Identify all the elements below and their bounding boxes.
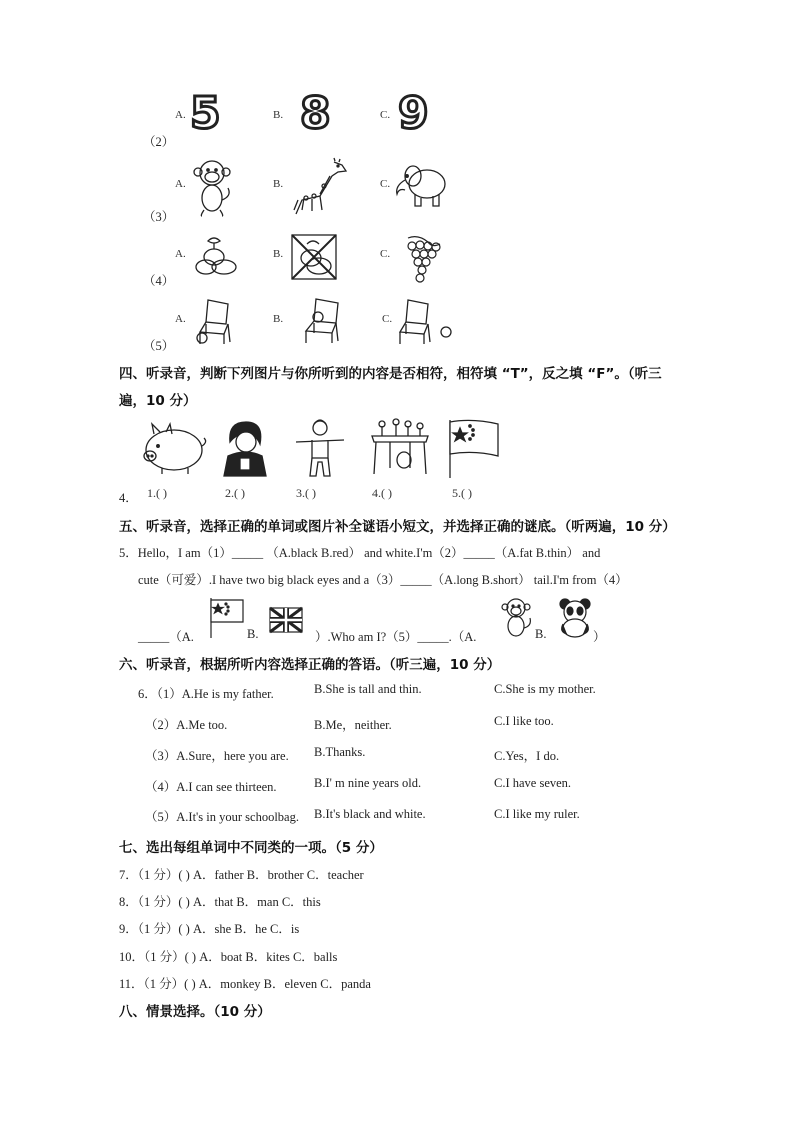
crossed-fruit-icon [291, 234, 337, 280]
option-c-label: C. [380, 248, 391, 260]
riddle-line-1: 5．Hello，I am（1）_____ （A.black B.red） and white.I'm（2）_____（A.fat B.thin） and [119, 546, 601, 560]
option-c: C.I like too. [494, 714, 554, 728]
question-number: （4） [143, 274, 175, 288]
panda-icon [555, 598, 595, 638]
section-4-heading-cont: 遍，10 分） [119, 393, 197, 409]
pig-icon [140, 422, 206, 477]
option-b-label: B. [273, 248, 284, 260]
word-group-row: 7．（1 分）( ) A．father B．brother C．teacher [119, 868, 364, 882]
chair-ball-on-icon [296, 295, 346, 345]
question-number: （5） [143, 339, 175, 353]
grapes-icon [398, 232, 444, 284]
option-a: （3）A.Sure，here you are. [145, 749, 289, 763]
riddle-line-2: cute（可爱）.I have two big black eyes and a（3）_____（A.long B.short） tail.I'm from（4） [138, 573, 628, 587]
word-group-row: 10．（1 分）( ) A．boat B．kites C．balls [119, 950, 338, 964]
section-4-heading: 四、听录音，判断下列图片与你所听到的内容是否相符，相符填 “T”，反之填 “F”。（听三 [119, 366, 662, 382]
section-8-heading: 八、情景选择。（10 分） [119, 1004, 271, 1020]
option-b: B.Me，neither. [314, 718, 392, 732]
option-c-label: C. [380, 109, 391, 121]
option-c: C.I like my ruler. [494, 807, 580, 821]
boy-icon [294, 418, 346, 480]
option-b-label: B. [273, 313, 284, 325]
section-7-heading: 七、选出每组单词中不同类的一项。（5 分） [119, 840, 383, 856]
uk-flag-icon [268, 606, 304, 636]
option-b-label: B. [273, 178, 284, 190]
option-a: （5）A.It's in your schoolbag. [145, 810, 299, 824]
option-a: （4）A.I can see thirteen. [145, 780, 277, 794]
word-group-row: 11．（1 分）( ) A．monkey B．eleven C．panda [119, 977, 371, 991]
china-flag-icon [446, 418, 502, 478]
riddle-line-3b: B. [247, 627, 259, 641]
option-c-label: C. [380, 178, 391, 190]
chair-ball-front-icon [194, 298, 244, 346]
option-a: （2）A.Me too. [145, 718, 228, 732]
option-b: B.She is tall and thin. [314, 682, 422, 696]
option-a-label: A. [175, 109, 186, 121]
china-flag-icon [207, 596, 247, 640]
answer-blank-2[interactable]: 2.( ) [225, 486, 245, 500]
girl-icon [220, 420, 270, 478]
option-b: B.I' m nine years old. [314, 776, 422, 790]
option-b: B.Thanks. [314, 745, 366, 759]
option-a-label: A. [175, 313, 186, 325]
question-number: （3） [143, 210, 175, 224]
digit-9-icon: 9 [398, 88, 429, 139]
option-a-label: A. [175, 248, 186, 260]
word-group-row: 8．（1 分）( ) A．that B．man C．this [119, 895, 321, 909]
monkey-icon [498, 596, 534, 638]
question-number: 4． [119, 491, 138, 505]
monkey-icon [192, 158, 232, 218]
riddle-line-3e: ） [593, 630, 606, 644]
option-c-label: C. [382, 313, 393, 325]
section-5-heading: 五、听录音，选择正确的单词或图片补全谜语小短文，并选择正确的谜底。（听两遍，10 分） [119, 519, 676, 535]
elephant-icon [393, 160, 448, 210]
answer-blank-3[interactable]: 3.( ) [296, 486, 316, 500]
word-group-row: 9．（1 分）( ) A．she B．he C．is [119, 922, 300, 936]
option-a-label: A. [175, 178, 186, 190]
option-b-label: B. [273, 109, 284, 121]
option-a: 6．（1）A.He is my father. [138, 687, 274, 701]
chair-ball-side-icon [398, 298, 458, 346]
giraffe-icon [290, 158, 355, 213]
flowers-table-icon [368, 416, 432, 478]
option-c: C.I have seven. [494, 776, 572, 790]
option-c: C.She is my mother. [494, 682, 596, 696]
answer-blank-5[interactable]: 5.( ) [452, 486, 472, 500]
question-number: （2） [143, 135, 175, 149]
answer-blank-4[interactable]: 4.( ) [372, 486, 392, 500]
section-6-heading: 六、听录音，根据所听内容选择正确的答语。（听三遍，10 分） [119, 657, 501, 673]
digit-8-icon: 8 [300, 88, 331, 139]
answer-blank-1[interactable]: 1.( ) [147, 486, 167, 500]
riddle-line-3c: ）.Who am I?（5）_____.（A. [315, 630, 477, 644]
digit-5-icon: 5 [190, 88, 221, 139]
option-b: B.It's black and white. [314, 807, 426, 821]
riddle-line-3d: B. [535, 627, 547, 641]
fruit-icon [192, 235, 242, 280]
option-c: C.Yes，I do. [494, 749, 560, 763]
riddle-line-3a: _____（A. [138, 630, 194, 644]
